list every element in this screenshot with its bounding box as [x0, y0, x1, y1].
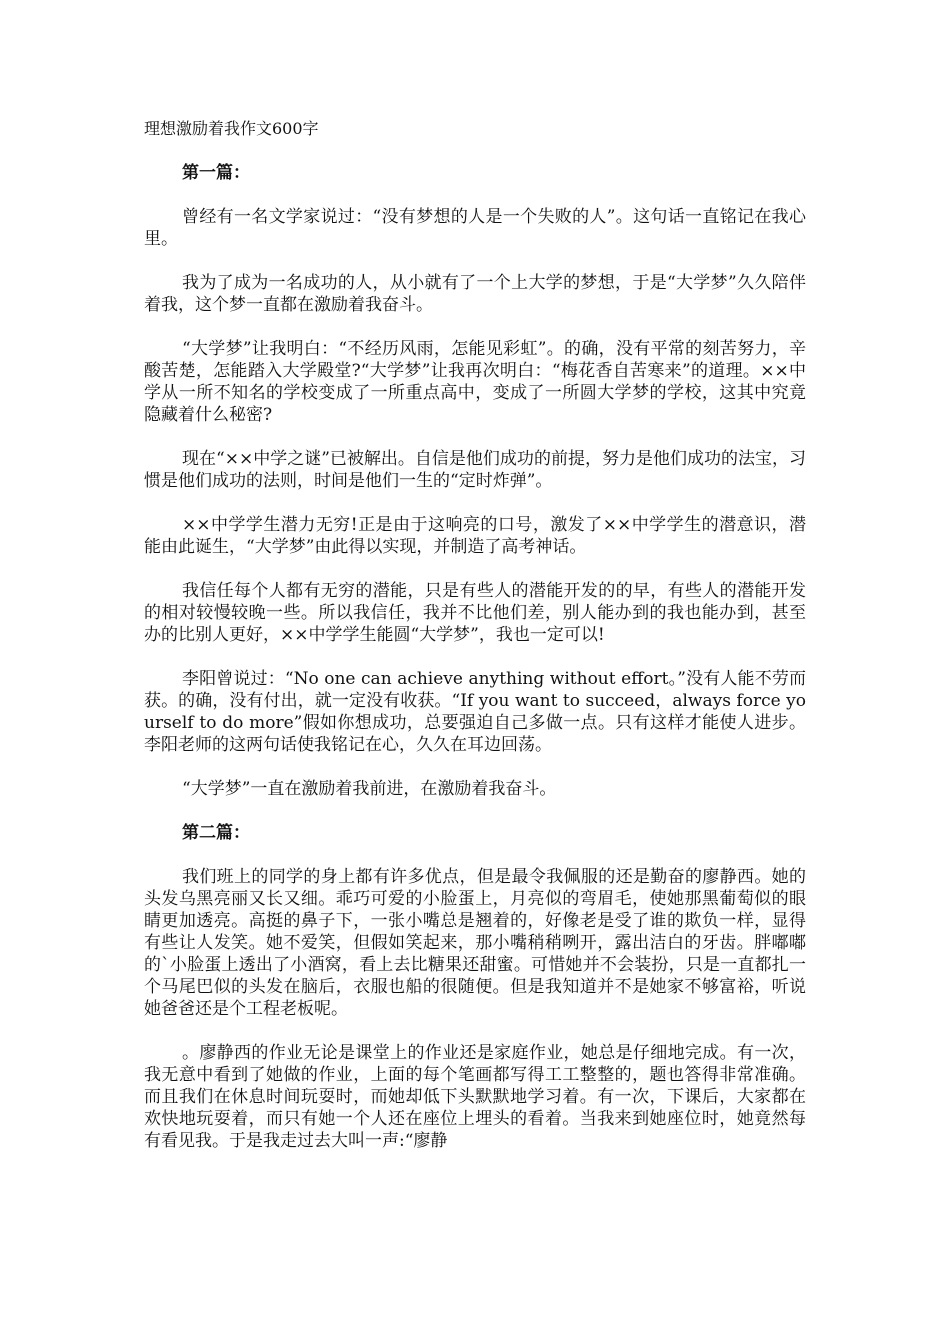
paragraph: 现在“××中学之谜”已被解出。自信是他们成功的前提，努力是他们成功的法宝，习惯是他们成功的法则，时间是他们一生的“定时炸弹”。 — [144, 449, 806, 491]
section-heading: 第二篇： — [182, 823, 250, 843]
paragraph: “大学梦”让我明白：“不经历风雨，怎能见彩虹”。的确，没有平常的刻苦努力，辛酸苦楚，怎能踏入大学殿堂?“大学梦”让我再次明白：“梅花香自苦寒来”的道理。××中学从一所不知名的学校变成了一所重点高中，变成了一所圆大学梦的学校，这其中究竟隐藏着什么秘密? — [144, 339, 806, 425]
paragraph: ××中学学生潜力无穷!正是由于这响亮的口号，激发了××中学学生的潜意识，潜能由此诞生，“大学梦”由此得以实现，并制造了高考神话。 — [144, 515, 806, 557]
section-2 — [144, 822, 806, 1152]
paragraph: 曾经有一名文学家说过：“没有梦想的人是一个失败的人”。这句话一直铭记在我心里。 — [144, 207, 806, 249]
section-heading: 第一篇： — [182, 163, 250, 183]
section-1 — [144, 162, 806, 800]
paragraph: 我们班上的同学的身上都有许多优点，但是最令我佩服的还是勤奋的廖静西。她的头发乌黑亮丽又长又细。乖巧可爱的小脸蛋上，月亮似的弯眉毛，使她那黑葡萄似的眼睛更加透亮。高挺的鼻子下，一张小嘴总是翘着的，好像老是受了谁的欺负一样，显得有些让人发笑。她不爱笑，但假如笑起来，那小嘴稍稍咧开，露出洁白的牙齿。胖嘟嘟的`小脸蛋上透出了小酒窝，看上去比糖果还甜蜜。可惜她并不会装扮，只是一直都扎一个马尾巴似的头发在脑后，衣服也船的很随便。但是我知道并不是她家不够富裕，听说她爸爸还是个工程老板呢。 — [144, 867, 806, 1019]
document-title: 理想激励着我作文600字 — [144, 119, 319, 138]
paragraph: 我信任每个人都有无穷的潜能，只是有些人的潜能开发的的早，有些人的潜能开发的相对较慢较晚一些。所以我信任，我并不比他们差，别人能办到的我也能办到，甚至办的比别人更好，××中学学生能圆“大学梦”，我也一定可以! — [144, 581, 806, 645]
paragraph: 我为了成为一名成功的人，从小就有了一个上大学的梦想，于是“大学梦”久久陪伴着我，这个梦一直都在激励着我奋斗。 — [144, 273, 806, 315]
paragraph: “大学梦”一直在激励着我前进，在激励着我奋斗。 — [182, 779, 557, 799]
document-page — [144, 108, 806, 1152]
paragraph: 李阳曾说过：“No one can achieve anything without effort。”没有人能不劳而获。的确，没有付出，就一定没有收获。“If you want to succeed，always force yourself to do more”假如你想成功，总要强迫自己多做一点。只有这样才能使人进步。李阳老师的这两句话使我铭记在心，久久在耳边回荡。 — [144, 669, 806, 755]
paragraph: 。廖静西的作业无论是课堂上的作业还是家庭作业，她总是仔细地完成。有一次，我无意中看到了她做的作业，上面的每个笔画都写得工工整整的，题也答得非常准确。而且我们在休息时间玩耍时，而她却低下头默默地学习着。有一次，下课后，大家都在欢快地玩耍着，而只有她一个人还在座位上埋头的看着。当我来到她座位时，她竟然每有看见我。于是我走过去大叫一声:“廖静 — [144, 1043, 806, 1151]
